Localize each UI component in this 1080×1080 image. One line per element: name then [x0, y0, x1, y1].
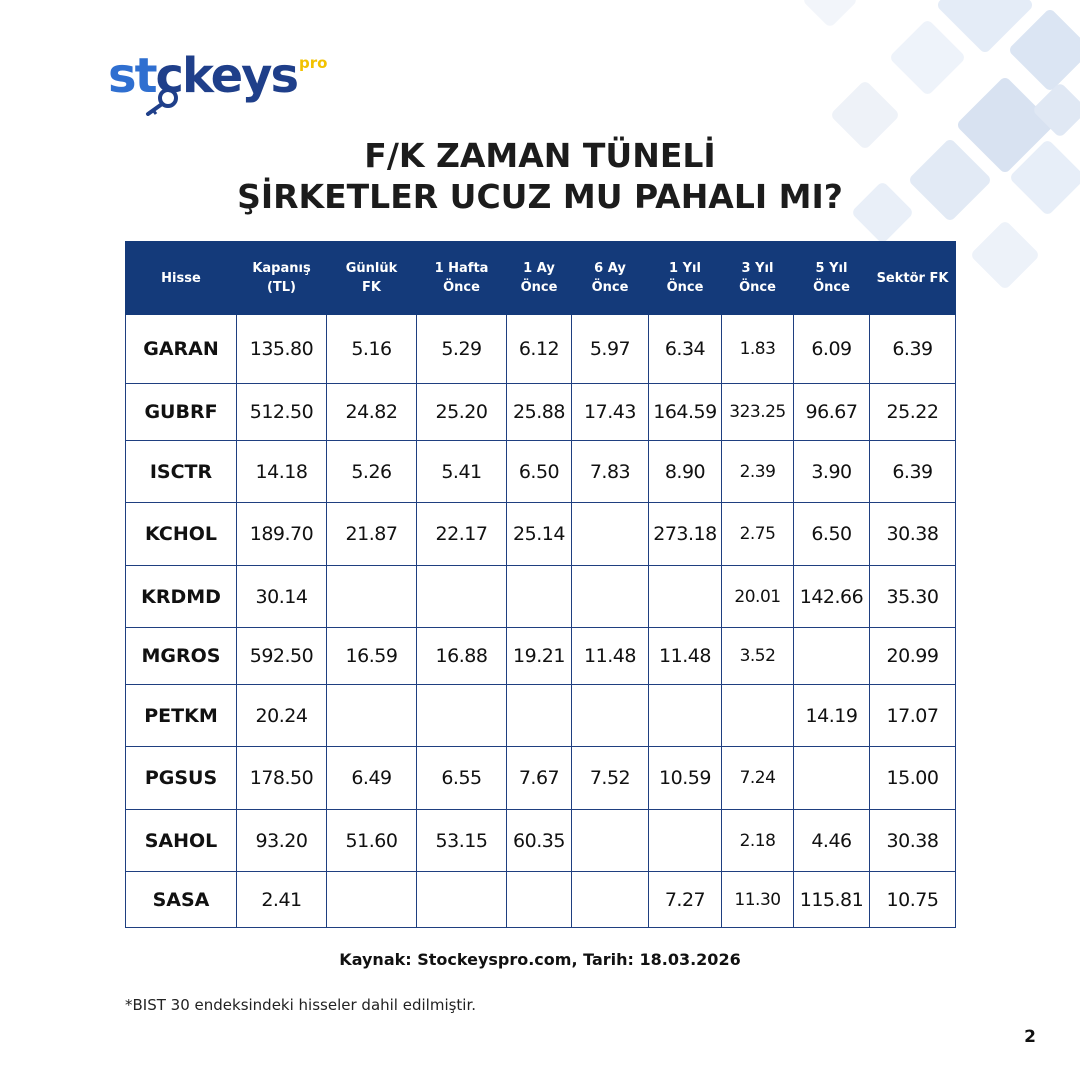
- value-cell: 21.87: [327, 503, 417, 566]
- value-cell: 5.26: [327, 441, 417, 503]
- value-cell: 7.83: [572, 441, 649, 503]
- value-cell: 6.50: [794, 503, 870, 566]
- value-cell: 35.30: [870, 566, 956, 628]
- value-cell: 189.70: [237, 503, 327, 566]
- value-cell: 2.18: [722, 810, 794, 872]
- table-row: [126, 872, 956, 928]
- value-cell: 5.97: [572, 315, 649, 384]
- key-icon: [142, 88, 182, 116]
- stock-symbol-cell: KCHOL: [126, 503, 237, 566]
- value-cell: 5.16: [327, 315, 417, 384]
- value-cell: 6.34: [649, 315, 722, 384]
- stock-symbol-cell: SASA: [126, 872, 237, 928]
- value-cell: [572, 685, 649, 747]
- value-cell: 6.55: [417, 747, 507, 810]
- value-cell: 25.22: [870, 384, 956, 441]
- value-cell: 22.17: [417, 503, 507, 566]
- value-cell: [417, 566, 507, 628]
- stock-symbol-cell: KRDMD: [126, 566, 237, 628]
- value-cell: 142.66: [794, 566, 870, 628]
- decorative-diamond: [970, 220, 1041, 291]
- page-number: 2: [1024, 1027, 1036, 1047]
- value-cell: 19.21: [507, 628, 572, 685]
- value-cell: 135.80: [237, 315, 327, 384]
- value-cell: [572, 810, 649, 872]
- value-cell: 20.99: [870, 628, 956, 685]
- decorative-diamond: [889, 19, 967, 97]
- value-cell: [722, 685, 794, 747]
- table-row: [126, 441, 956, 503]
- value-cell: 60.35: [507, 810, 572, 872]
- value-cell: 53.15: [417, 810, 507, 872]
- column-header: 1 Ay Önce: [507, 242, 572, 315]
- decorative-diamond: [802, 0, 859, 28]
- value-cell: 115.81: [794, 872, 870, 928]
- source-citation: Kaynak: Stockeyspro.com, Tarih: 18.03.2026: [339, 950, 741, 969]
- value-cell: 96.67: [794, 384, 870, 441]
- value-cell: 25.88: [507, 384, 572, 441]
- column-header: 6 Ay Önce: [572, 242, 649, 315]
- page-title-line1: F/K ZAMAN TÜNELİ: [364, 136, 716, 175]
- table-row: [126, 315, 956, 384]
- value-cell: 16.59: [327, 628, 417, 685]
- value-cell: [649, 810, 722, 872]
- decorative-diamond: [936, 0, 1035, 54]
- value-cell: 6.39: [870, 315, 956, 384]
- stock-symbol-cell: GUBRF: [126, 384, 237, 441]
- table-row: [126, 628, 956, 685]
- stock-symbol-cell: MGROS: [126, 628, 237, 685]
- value-cell: 30.38: [870, 503, 956, 566]
- value-cell: 323.25: [722, 384, 794, 441]
- stock-symbol-cell: GARAN: [126, 315, 237, 384]
- value-cell: 178.50: [237, 747, 327, 810]
- value-cell: 6.49: [327, 747, 417, 810]
- value-cell: 6.39: [870, 441, 956, 503]
- value-cell: 20.01: [722, 566, 794, 628]
- value-cell: 512.50: [237, 384, 327, 441]
- value-cell: [572, 566, 649, 628]
- column-header: 1 Yıl Önce: [649, 242, 722, 315]
- table-row: [126, 747, 956, 810]
- value-cell: 25.20: [417, 384, 507, 441]
- decorative-diamond: [1032, 82, 1080, 139]
- value-cell: 11.30: [722, 872, 794, 928]
- value-cell: [572, 872, 649, 928]
- column-header: Günlük FK: [327, 242, 417, 315]
- value-cell: 16.88: [417, 628, 507, 685]
- value-cell: 51.60: [327, 810, 417, 872]
- stock-symbol-cell: ISCTR: [126, 441, 237, 503]
- value-cell: [794, 628, 870, 685]
- value-cell: [327, 872, 417, 928]
- page-title-line2: ŞİRKETLER UCUZ MU PAHALI MI?: [237, 177, 843, 216]
- value-cell: 30.38: [870, 810, 956, 872]
- value-cell: 1.83: [722, 315, 794, 384]
- value-cell: 25.14: [507, 503, 572, 566]
- logo-wordmark: stckeys: [108, 48, 298, 104]
- value-cell: 164.59: [649, 384, 722, 441]
- value-cell: 10.75: [870, 872, 956, 928]
- decorative-diamond: [1008, 8, 1080, 93]
- value-cell: 10.59: [649, 747, 722, 810]
- value-cell: [572, 503, 649, 566]
- value-cell: 11.48: [572, 628, 649, 685]
- value-cell: [327, 566, 417, 628]
- value-cell: 17.07: [870, 685, 956, 747]
- value-cell: [794, 747, 870, 810]
- value-cell: 20.24: [237, 685, 327, 747]
- value-cell: [649, 685, 722, 747]
- value-cell: [417, 685, 507, 747]
- value-cell: 93.20: [237, 810, 327, 872]
- logo-pro-suffix: pro: [299, 54, 328, 72]
- value-cell: 2.41: [237, 872, 327, 928]
- column-header: 3 Yıl Önce: [722, 242, 794, 315]
- column-header: Kapanış (TL): [237, 242, 327, 315]
- stock-symbol-cell: PGSUS: [126, 747, 237, 810]
- value-cell: 6.50: [507, 441, 572, 503]
- column-header: Hisse: [126, 242, 237, 315]
- value-cell: 30.14: [237, 566, 327, 628]
- stock-symbol-cell: PETKM: [126, 685, 237, 747]
- stock-symbol-cell: SAHOL: [126, 810, 237, 872]
- value-cell: [507, 872, 572, 928]
- value-cell: 5.29: [417, 315, 507, 384]
- value-cell: 15.00: [870, 747, 956, 810]
- table-row: [126, 810, 956, 872]
- value-cell: 3.52: [722, 628, 794, 685]
- table-row: [126, 566, 956, 628]
- table-row: [126, 685, 956, 747]
- column-header: Sektör FK: [870, 242, 956, 315]
- value-cell: 11.48: [649, 628, 722, 685]
- footnote: *BIST 30 endeksindeki hisseler dahil edilmiştir.: [125, 996, 477, 1014]
- table-row: [126, 384, 956, 441]
- value-cell: [649, 566, 722, 628]
- column-header: 1 Hafta Önce: [417, 242, 507, 315]
- value-cell: 7.24: [722, 747, 794, 810]
- column-header: 5 Yıl Önce: [794, 242, 870, 315]
- value-cell: 14.19: [794, 685, 870, 747]
- value-cell: 7.52: [572, 747, 649, 810]
- value-cell: 273.18: [649, 503, 722, 566]
- value-cell: 4.46: [794, 810, 870, 872]
- value-cell: [507, 566, 572, 628]
- value-cell: 5.41: [417, 441, 507, 503]
- table-row: [126, 503, 956, 566]
- value-cell: 3.90: [794, 441, 870, 503]
- value-cell: [507, 685, 572, 747]
- value-cell: 592.50: [237, 628, 327, 685]
- value-cell: 2.75: [722, 503, 794, 566]
- table-header-row: [126, 242, 956, 315]
- value-cell: 24.82: [327, 384, 417, 441]
- value-cell: 6.12: [507, 315, 572, 384]
- value-cell: 7.67: [507, 747, 572, 810]
- fk-time-tunnel-table: [125, 241, 956, 928]
- value-cell: [327, 685, 417, 747]
- value-cell: 7.27: [649, 872, 722, 928]
- value-cell: 14.18: [237, 441, 327, 503]
- stockeys-logo: [108, 50, 327, 110]
- value-cell: [417, 872, 507, 928]
- value-cell: 17.43: [572, 384, 649, 441]
- value-cell: 2.39: [722, 441, 794, 503]
- value-cell: 8.90: [649, 441, 722, 503]
- value-cell: 6.09: [794, 315, 870, 384]
